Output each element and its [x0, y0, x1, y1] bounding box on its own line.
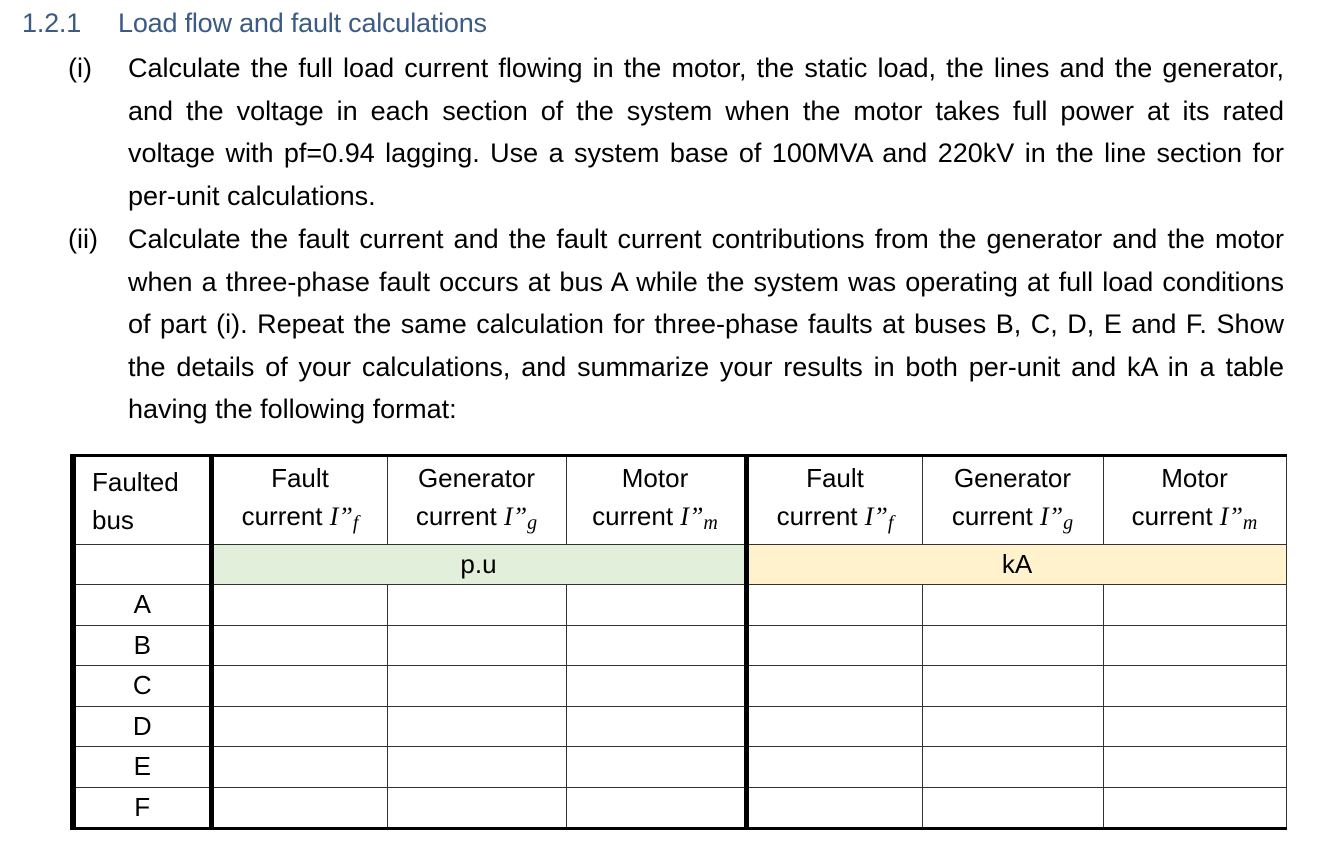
cell: [566, 666, 746, 707]
bus-label: A: [73, 585, 211, 626]
cell: [746, 747, 922, 788]
cell: [922, 625, 1103, 666]
header-fault-current-pu: Fault current $I”_f$: [211, 456, 387, 545]
cell: [211, 585, 387, 626]
cell: [922, 706, 1103, 747]
header-fault-current-ka: Fault current $I”_f$: [746, 456, 922, 545]
cell: [1103, 625, 1286, 666]
cell: [566, 585, 746, 626]
cell: [566, 706, 746, 747]
cell: [746, 706, 922, 747]
cell: [922, 585, 1103, 626]
table-row: [73, 706, 1286, 747]
cell: [566, 747, 746, 788]
units-blank-cell: [73, 545, 211, 585]
cell: [211, 625, 387, 666]
cell: [387, 625, 566, 666]
header-faulted-bus: Faulted bus: [73, 456, 211, 545]
bus-label: B: [73, 625, 211, 666]
cell: [746, 666, 922, 707]
cell: [1103, 747, 1286, 788]
header-generator-current-ka: Generator current $I”_g$: [922, 456, 1103, 545]
cell: [746, 585, 922, 626]
table-row: [73, 585, 1286, 626]
bus-label: C: [73, 666, 211, 707]
cell: [387, 666, 566, 707]
unit-pu: p.u: [211, 545, 746, 585]
item-text: Calculate the full load current flowing in the motor, the static load, the lines and the generator, and the voltage in each section of the system when the motor takes full power at its rated voltage with pf=0.94 lagging. Use a system base of 100MVA and 220kV in the line section for per-unit calculations.: [128, 53, 1284, 211]
section-heading: [22, 8, 487, 39]
section-title: Load flow and fault calculations: [118, 8, 487, 38]
cell: [922, 747, 1103, 788]
cell: [1103, 706, 1286, 747]
header-motor-current-pu: Motor current $I”_m$: [566, 456, 746, 545]
cell: [922, 787, 1103, 829]
table-row: [73, 787, 1286, 829]
results-table: [70, 454, 1287, 830]
section-number: 1.2.1: [22, 8, 82, 38]
question-item-ii: [68, 218, 1284, 431]
cell: [922, 666, 1103, 707]
cell: [211, 787, 387, 829]
unit-ka: kA: [746, 545, 1286, 585]
cell: [746, 625, 922, 666]
cell: [387, 585, 566, 626]
cell: [566, 625, 746, 666]
cell: [566, 787, 746, 829]
bus-label: D: [73, 706, 211, 747]
table-row: [73, 747, 1286, 788]
cell: [1103, 666, 1286, 707]
cell: [211, 747, 387, 788]
cell: [211, 666, 387, 707]
item-label: (ii): [68, 224, 98, 254]
cell: [387, 747, 566, 788]
cell: [387, 787, 566, 829]
bus-label: E: [73, 747, 211, 788]
table-row: [73, 666, 1286, 707]
bus-label: F: [73, 787, 211, 829]
table-header-row: [73, 456, 1286, 545]
cell: [1103, 787, 1286, 829]
cell: [1103, 585, 1286, 626]
cell: [211, 706, 387, 747]
header-motor-current-ka: Motor current $I”_m$: [1103, 456, 1286, 545]
item-text: Calculate the fault current and the fault current contributions from the generator and the motor when a three-phase fault occurs at bus A while the system was operating at full load conditions of part (i). Repeat the same calculation for three-phase faults at buses B, C, D, E and F. Show the details of your calculations, and summarize your results in both per-unit and kA in a table having the following format:: [128, 224, 1284, 424]
cell: [746, 787, 922, 829]
table-row: [73, 625, 1286, 666]
header-generator-current-pu: Generator current $I”_g$: [387, 456, 566, 545]
units-row: [73, 545, 1286, 585]
question-item-i: [68, 47, 1284, 217]
item-label: (i): [68, 53, 92, 83]
cell: [387, 706, 566, 747]
